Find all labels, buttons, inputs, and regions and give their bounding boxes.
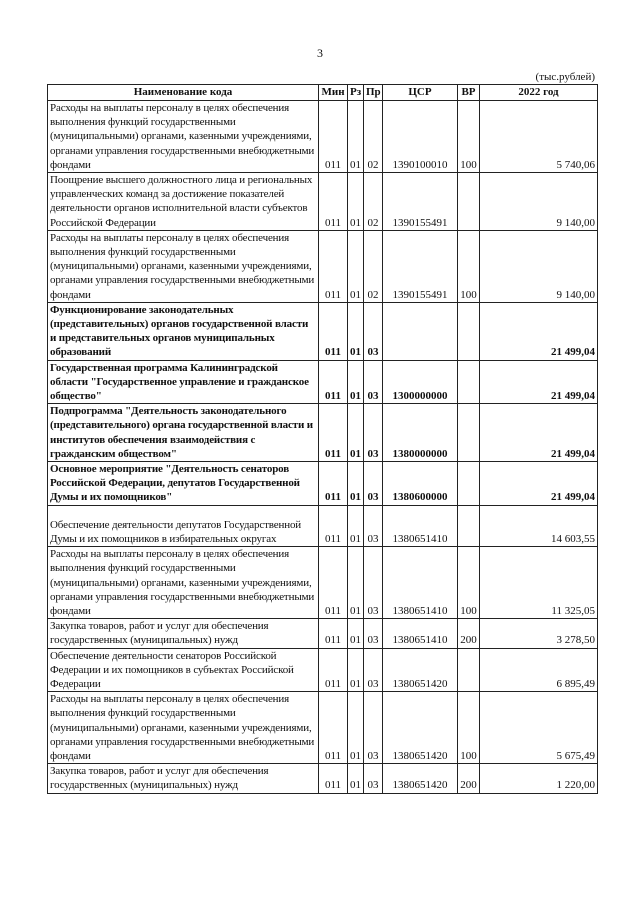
header-min: Мин: [319, 85, 348, 101]
row-vr: [458, 302, 480, 360]
row-vr: [458, 360, 480, 404]
row-amount: 3 278,50: [480, 619, 598, 648]
row-vr: 100: [458, 230, 480, 302]
row-pr: 03: [364, 360, 383, 404]
row-rz: 01: [348, 302, 364, 360]
row-rz: 01: [348, 462, 364, 506]
row-rz: 01: [348, 648, 364, 692]
row-amount: 21 499,04: [480, 462, 598, 506]
row-pr: 02: [364, 101, 383, 173]
row-min: 011: [319, 173, 348, 231]
row-name: Обеспечение деятельности сенаторов Российской Федерации и их помощников в субъектах Российской Федерации: [48, 648, 319, 692]
row-vr: [458, 648, 480, 692]
row-rz: 01: [348, 173, 364, 231]
row-pr: 02: [364, 173, 383, 231]
row-vr: [458, 462, 480, 506]
row-csr: [383, 302, 458, 360]
row-amount: 21 499,04: [480, 360, 598, 404]
row-min: 011: [319, 505, 348, 546]
row-amount: 14 603,55: [480, 505, 598, 546]
table-row: [48, 505, 598, 546]
row-csr: 1390155491: [383, 173, 458, 231]
row-rz: 01: [348, 764, 364, 793]
table-row: [48, 648, 598, 692]
row-min: 011: [319, 547, 348, 619]
row-name: Расходы на выплаты персоналу в целях обеспечения выполнения функций государственными (муниципальными) органами, казенными учреждениями, органами управления государственными внебюджетными фондами: [48, 547, 319, 619]
row-amount: 1 220,00: [480, 764, 598, 793]
table-row: [48, 101, 598, 173]
row-amount: 21 499,04: [480, 302, 598, 360]
row-rz: 01: [348, 692, 364, 764]
table-row: [48, 230, 598, 302]
row-pr: 03: [364, 648, 383, 692]
row-name: Расходы на выплаты персоналу в целях обеспечения выполнения функций государственными (муниципальными) органами, казенными учреждениями, органами управления государственными внебюджетными фондами: [48, 101, 319, 173]
row-min: 011: [319, 302, 348, 360]
row-pr: 03: [364, 302, 383, 360]
row-csr: 1380651420: [383, 692, 458, 764]
row-name: Поощрение высшего должностного лица и региональных управленческих команд за достижение показателей деятельности органов исполнительной власти субъектов Российской Федерации: [48, 173, 319, 231]
budget-table: [47, 84, 598, 794]
row-min: 011: [319, 462, 348, 506]
row-csr: 1380000000: [383, 404, 458, 462]
header-pr: Пр: [364, 85, 383, 101]
row-pr: 03: [364, 462, 383, 506]
row-min: 011: [319, 230, 348, 302]
row-rz: 01: [348, 101, 364, 173]
row-name: Закупка товаров, работ и услуг для обеспечения государственных (муниципальных) нужд: [48, 619, 319, 648]
table-row: [48, 404, 598, 462]
row-csr: 1390155491: [383, 230, 458, 302]
row-vr: 200: [458, 764, 480, 793]
row-csr: 1380651410: [383, 619, 458, 648]
row-amount: 11 325,05: [480, 547, 598, 619]
row-vr: 100: [458, 692, 480, 764]
table-row: [48, 692, 598, 764]
table-row: [48, 764, 598, 793]
row-amount: 5 675,49: [480, 692, 598, 764]
row-csr: 1380600000: [383, 462, 458, 506]
row-csr: 1380651420: [383, 764, 458, 793]
row-pr: 03: [364, 404, 383, 462]
units-label: (тыс.рублей): [535, 71, 595, 83]
row-min: 011: [319, 619, 348, 648]
row-pr: 03: [364, 764, 383, 793]
row-rz: 01: [348, 505, 364, 546]
row-min: 011: [319, 692, 348, 764]
row-min: 011: [319, 764, 348, 793]
row-pr: 02: [364, 230, 383, 302]
row-csr: 1380651410: [383, 547, 458, 619]
table-row: [48, 173, 598, 231]
table-row: [48, 619, 598, 648]
table-header-row: [48, 85, 598, 101]
row-vr: 200: [458, 619, 480, 648]
header-rz: Рз: [348, 85, 364, 101]
row-min: 011: [319, 360, 348, 404]
row-amount: 5 740,06: [480, 101, 598, 173]
table-row: [48, 302, 598, 360]
row-name: Расходы на выплаты персоналу в целях обеспечения выполнения функций государственными (муниципальными) органами, казенными учреждениями, органами управления государственными внебюджетными фондами: [48, 230, 319, 302]
row-vr: [458, 404, 480, 462]
header-name: Наименование кода: [48, 85, 319, 101]
row-amount: 9 140,00: [480, 173, 598, 231]
row-csr: 1380651410: [383, 505, 458, 546]
row-rz: 01: [348, 360, 364, 404]
row-name: Основное мероприятие "Деятельность сенаторов Российской Федерации, депутатов Государственной Думы и их помощников": [48, 462, 319, 506]
row-amount: 9 140,00: [480, 230, 598, 302]
row-name: Расходы на выплаты персоналу в целях обеспечения выполнения функций государственными (муниципальными) органами, казенными учреждениями, органами управления государственными внебюджетными фондами: [48, 692, 319, 764]
row-min: 011: [319, 648, 348, 692]
row-vr: 100: [458, 101, 480, 173]
header-csr: ЦСР: [383, 85, 458, 101]
row-name: Подпрограмма "Деятельность законодательного (представительного) органа государственной власти и институтов обеспечения взаимодействия с гражданским обществом": [48, 404, 319, 462]
row-vr: [458, 173, 480, 231]
header-vr: ВР: [458, 85, 480, 101]
row-name: Закупка товаров, работ и услуг для обеспечения государственных (муниципальных) нужд: [48, 764, 319, 793]
table-row: [48, 360, 598, 404]
row-amount: 6 895,49: [480, 648, 598, 692]
row-name: Обеспечение деятельности депутатов Государственной Думы и их помощников в избирательных округах: [48, 505, 319, 546]
row-amount: 21 499,04: [480, 404, 598, 462]
row-pr: 03: [364, 505, 383, 546]
row-rz: 01: [348, 230, 364, 302]
row-rz: 01: [348, 619, 364, 648]
row-pr: 03: [364, 547, 383, 619]
row-csr: 1380651420: [383, 648, 458, 692]
row-vr: 100: [458, 547, 480, 619]
row-min: 011: [319, 404, 348, 462]
row-pr: 03: [364, 692, 383, 764]
row-name: Функционирование законодательных (представительных) органов государственной власти и представительных органов муниципальных образований: [48, 302, 319, 360]
row-rz: 01: [348, 547, 364, 619]
row-csr: 1390100010: [383, 101, 458, 173]
row-csr: 1300000000: [383, 360, 458, 404]
table-row: [48, 462, 598, 506]
row-name: Государственная программа Калининградской области "Государственное управление и гражданское общество": [48, 360, 319, 404]
row-vr: [458, 505, 480, 546]
row-min: 011: [319, 101, 348, 173]
table-row: [48, 547, 598, 619]
row-rz: 01: [348, 404, 364, 462]
header-year: 2022 год: [480, 85, 598, 101]
page-number: 3: [317, 46, 323, 60]
row-pr: 03: [364, 619, 383, 648]
